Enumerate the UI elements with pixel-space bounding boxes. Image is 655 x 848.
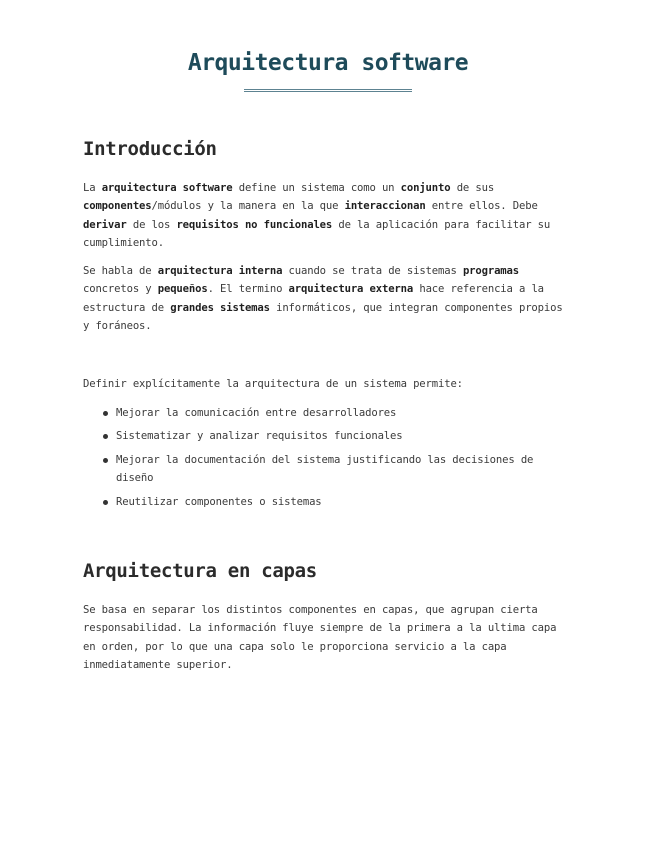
bold-term: interaccionan <box>344 200 426 213</box>
bold-term: arquitectura externa <box>288 283 414 296</box>
bold-term: arquitectura software <box>101 182 233 194</box>
list-item: Reutilizar componentes o sistemas <box>83 493 573 511</box>
bold-term: derivar <box>83 218 127 231</box>
title-underline <box>244 89 412 92</box>
intro-paragraph-3: Definir explícitamente la arquitectura de un sistema permite: <box>83 378 463 390</box>
bold-term: conjunto <box>400 182 451 194</box>
intro-paragraph-1: La arquitectura software define un sistema como un conjunto de sus componentes/módulos y la manera en la que interaccionan entre ellos. Debe derivar de los requisitos no funcionales de la aplicación para facilitar su cumplimiento. <box>83 182 551 250</box>
layers-paragraph-1: Se basa en separar los distintos componentes en capas, que agrupan cierta responsabilidad. La información fluye siempre de la primera a la ultima capa en orden, por lo que una capa solo le proporciona servicio a la capa inmediatamente superior. <box>83 604 557 672</box>
bold-term: grandes sistemas <box>170 301 270 314</box>
section-heading-introduccion: Introducción <box>83 138 217 160</box>
bold-term: componentes <box>83 200 152 213</box>
list-item: Mejorar la comunicación entre desarrolladores <box>83 404 573 422</box>
document-title: Arquitectura software <box>187 50 469 76</box>
section-heading-arquitectura-en-capas: Arquitectura en capas <box>83 560 317 582</box>
list-item: Mejorar la documentación del sistema justificando las decisiones de diseño <box>83 451 573 488</box>
bold-term: programas <box>462 265 519 277</box>
bold-term: requisitos no funcionales <box>176 218 333 231</box>
bold-term: arquitectura interna <box>157 265 283 277</box>
benefits-list <box>83 404 573 516</box>
bold-term: pequeños <box>157 283 208 296</box>
intro-paragraph-2: Se habla de arquitectura interna cuando se trata de sistemas programas concretos y pequeños. El termino arquitectura externa hace referencia a la estructura de grandes sistemas informáticos, que integran componentes propios y foráneos. <box>83 265 563 333</box>
list-item: Sistematizar y analizar requisitos funcionales <box>83 427 573 445</box>
